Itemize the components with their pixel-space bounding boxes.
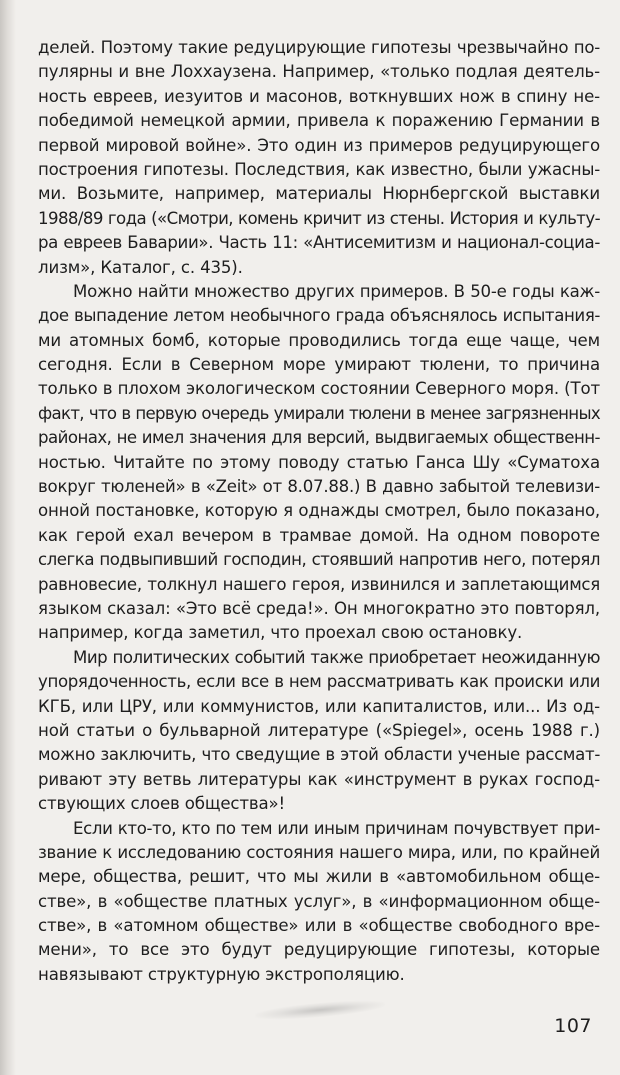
text-line: упорядоченность, если все в нем рассматривать как происки или bbox=[38, 672, 600, 692]
page-binding-shadow bbox=[0, 0, 16, 1075]
body-text bbox=[38, 36, 600, 987]
paragraph-3 bbox=[38, 646, 600, 817]
text-line: ствующих слоев общества»! bbox=[38, 794, 286, 814]
page-number: 107 bbox=[554, 1015, 592, 1037]
text-line: Можно найти множество других примеров. В 50-е годы каж- bbox=[73, 281, 600, 301]
text-line: можно заключить, что сведущие в этой области ученые рассмат- bbox=[38, 745, 600, 765]
text-line: мере, общества, решит, что мы жили в «автомобильном обще- bbox=[38, 867, 600, 887]
text-line: лизм», Каталог, с. 435). bbox=[38, 257, 243, 277]
text-line: мени», то все это будут редуцирующие гипотезы, которые bbox=[38, 940, 600, 960]
text-line: ра евреев Баварии». Часть 11: «Антисемитизм и национал-социа- bbox=[38, 233, 600, 253]
text-line: сегодня. Если в Северном море умирают тюлени, то причина bbox=[38, 355, 600, 375]
text-line: факт, что в первую очередь умирали тюлени в менее загрязненных bbox=[38, 403, 600, 423]
text-line: например, когда заметил, что проехал свою остановку. bbox=[38, 623, 523, 643]
text-line: стве», в «обществе платных услуг», в «информационном обще- bbox=[38, 891, 600, 911]
text-line: пулярны и вне Лоххаузена. Например, «только подлая деятель- bbox=[38, 62, 600, 82]
text-line: ность евреев, иезуитов и масонов, воткнувших нож в спину не- bbox=[38, 86, 600, 106]
text-line: ми. Возьмите, например, материалы Нюрнбергской выставки bbox=[38, 184, 600, 204]
text-line: только в плохом экологическом состоянии Северного моря. (Тот bbox=[38, 379, 600, 399]
paragraph-2 bbox=[38, 280, 600, 646]
paragraph-4 bbox=[38, 817, 600, 988]
text-line: районах, не имел значения для версий, выдвигаемых общественн- bbox=[38, 428, 600, 448]
text-line: ностью. Читайте по этому поводу статью Ганса Шу «Суматоха bbox=[38, 452, 600, 472]
text-line: делей. Поэтому такие редуцирующие гипотезы чрезвычайно по- bbox=[38, 38, 600, 57]
text-line: победимой немецкой армии, привела к поражению Германии в bbox=[38, 111, 600, 131]
scan-smudge bbox=[255, 997, 386, 1022]
text-line: звание к исследованию состояния нашего мира, или, по крайней bbox=[38, 842, 600, 862]
text-line: ривают эту ветвь литературы как «инструмент в руках господ- bbox=[38, 769, 600, 789]
text-line: КГБ, или ЦРУ, или коммунистов, или капиталистов, или... Из од- bbox=[38, 696, 600, 716]
text-line: стве», в «атомном обществе» или в «обществе свободного вре- bbox=[38, 916, 600, 936]
text-line: языком сказал: «Это всё среда!». Он многократно это повторял, bbox=[38, 598, 600, 618]
paragraph-1 bbox=[38, 36, 600, 280]
text-line: первой мировой войне». Это один из примеров редуцирующего bbox=[38, 135, 600, 155]
text-line: равновесие, толкнул нашего героя, извинился и заплетающимся bbox=[38, 574, 600, 594]
text-line: дое выпадение летом необычного града объяснялось испытания- bbox=[38, 306, 600, 326]
text-line: 1988/89 года («Смотри, комень кричит из стены. История и культу- bbox=[38, 208, 600, 228]
text-line: навязывают структурную экстрополяцию. bbox=[38, 964, 405, 984]
text-line: ми атомных бомб, которые проводились тогда еще чаще, чем bbox=[38, 330, 600, 350]
text-line: слегка подвыпивший господин, стоявший напротив него, потерял bbox=[38, 550, 600, 570]
text-line: как герой ехал вечером в трамвае домой. На одном повороте bbox=[38, 525, 600, 545]
text-line: онной постановке, которую я однажды смотрел, было показано, bbox=[38, 501, 600, 521]
text-line: Мир политических событий также приобретает неожиданную bbox=[73, 647, 600, 667]
text-line: вокруг тюленей» в «Zeit» от 8.07.88.) В давно забытой телевизи- bbox=[38, 477, 600, 497]
text-line: Если кто-то, кто по тем или иным причинам почувствует при- bbox=[73, 818, 600, 838]
text-line: построения гипотезы. Последствия, как известно, были ужасны- bbox=[38, 159, 600, 179]
text-line: ной статьи о бульварной литературе («Spiegel», осень 1988 г.) bbox=[38, 720, 600, 740]
